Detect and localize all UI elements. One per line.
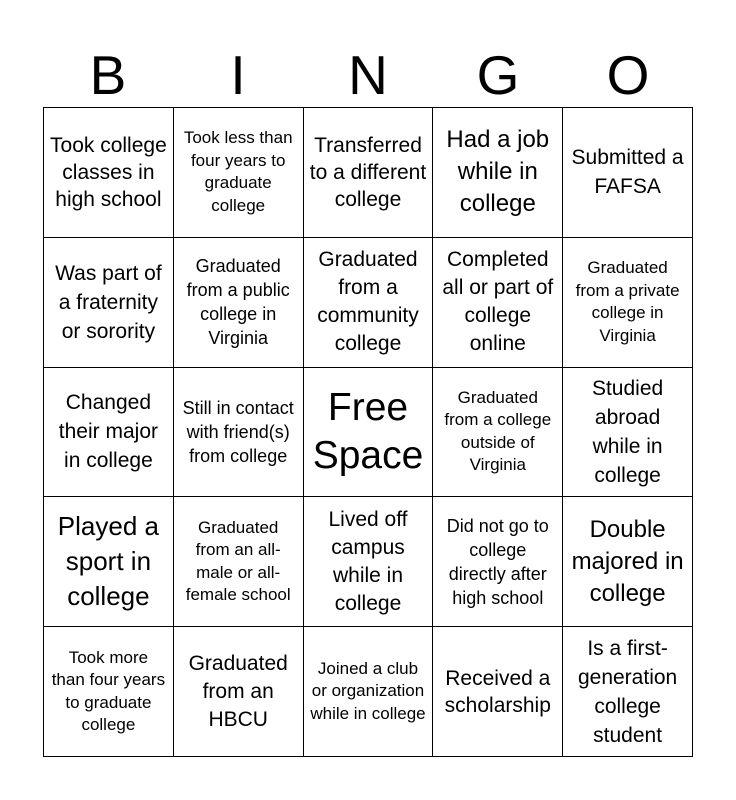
header-letter-o: O bbox=[606, 44, 650, 106]
bingo-cell[interactable] bbox=[563, 497, 693, 627]
bingo-cell[interactable] bbox=[433, 627, 563, 757]
bingo-cell-text: Had a job while in college bbox=[446, 126, 550, 218]
bingo-cell[interactable] bbox=[174, 627, 304, 757]
bingo-cell-text: Took more than four years to graduate college bbox=[51, 647, 166, 735]
bingo-cell-text: Is a first-generation college student bbox=[577, 636, 678, 747]
bingo-cell-text: Studied abroad while in college bbox=[591, 376, 664, 487]
bingo-cell-text: Joined a club or organization while in college bbox=[310, 658, 426, 723]
free-space-text: Free Space bbox=[312, 385, 424, 477]
bingo-cell[interactable] bbox=[304, 108, 434, 238]
free-space-cell[interactable] bbox=[304, 368, 434, 498]
bingo-cell[interactable] bbox=[174, 108, 304, 238]
bingo-cell-text: Did not go to college directly after high school bbox=[446, 515, 549, 608]
bingo-cell[interactable] bbox=[44, 627, 174, 757]
bingo-cell[interactable] bbox=[433, 238, 563, 368]
bingo-cell-text: Was part of a fraternity or sorority bbox=[55, 261, 162, 343]
bingo-cell-text: Graduated from a community college bbox=[317, 248, 419, 356]
bingo-cell-text: Received a scholarship bbox=[444, 666, 551, 717]
bingo-cell-text: Double majored in college bbox=[571, 515, 684, 607]
bingo-cell-text: Changed their major in college bbox=[58, 391, 158, 473]
bingo-cell[interactable] bbox=[44, 368, 174, 498]
bingo-cell[interactable] bbox=[174, 497, 304, 627]
bingo-cell[interactable] bbox=[304, 497, 434, 627]
bingo-cell-text: Graduated from a college outside of Virginia bbox=[444, 387, 552, 475]
bingo-cell[interactable] bbox=[174, 238, 304, 368]
bingo-cell[interactable] bbox=[304, 627, 434, 757]
bingo-cell-text: Graduated from an all-male or all-female school bbox=[185, 517, 291, 605]
bingo-cell[interactable] bbox=[433, 108, 563, 238]
bingo-cell[interactable] bbox=[174, 368, 304, 498]
bingo-cell-text: Transferred to a different college bbox=[309, 133, 427, 211]
bingo-cell-text: Played a sport in college bbox=[57, 511, 159, 612]
bingo-cell-text: Graduated from an HBCU bbox=[188, 651, 288, 731]
bingo-cell-text: Submitted a FAFSA bbox=[571, 146, 684, 199]
bingo-cell-text: Took college classes in high school bbox=[50, 133, 167, 211]
bingo-cell[interactable] bbox=[563, 108, 693, 238]
bingo-cell-text: Graduated from a public college in Virginia bbox=[186, 256, 290, 349]
bingo-cell-text: Still in contact with friend(s) from college bbox=[182, 397, 294, 466]
bingo-cell[interactable] bbox=[44, 497, 174, 627]
bingo-cell-text: Completed all or part of college online bbox=[442, 248, 554, 356]
header-letter-i: I bbox=[230, 44, 246, 106]
bingo-card-grid bbox=[43, 107, 693, 757]
bingo-cell[interactable] bbox=[304, 238, 434, 368]
bingo-cell[interactable] bbox=[563, 238, 693, 368]
bingo-cell[interactable] bbox=[44, 238, 174, 368]
bingo-cell-text: Took less than four years to graduate college bbox=[183, 128, 293, 215]
bingo-cell[interactable] bbox=[433, 497, 563, 627]
bingo-cell[interactable] bbox=[563, 627, 693, 757]
bingo-cell[interactable] bbox=[433, 368, 563, 498]
bingo-header bbox=[43, 42, 693, 108]
header-letter-n: N bbox=[348, 44, 388, 106]
bingo-cell[interactable] bbox=[563, 368, 693, 498]
bingo-cell[interactable] bbox=[44, 108, 174, 238]
bingo-cell-text: Graduated from a private college in Virginia bbox=[575, 258, 680, 345]
header-letter-g: G bbox=[476, 44, 520, 106]
bingo-cell-text: Lived off campus while in college bbox=[328, 507, 408, 615]
header-letter-b: B bbox=[89, 44, 127, 106]
